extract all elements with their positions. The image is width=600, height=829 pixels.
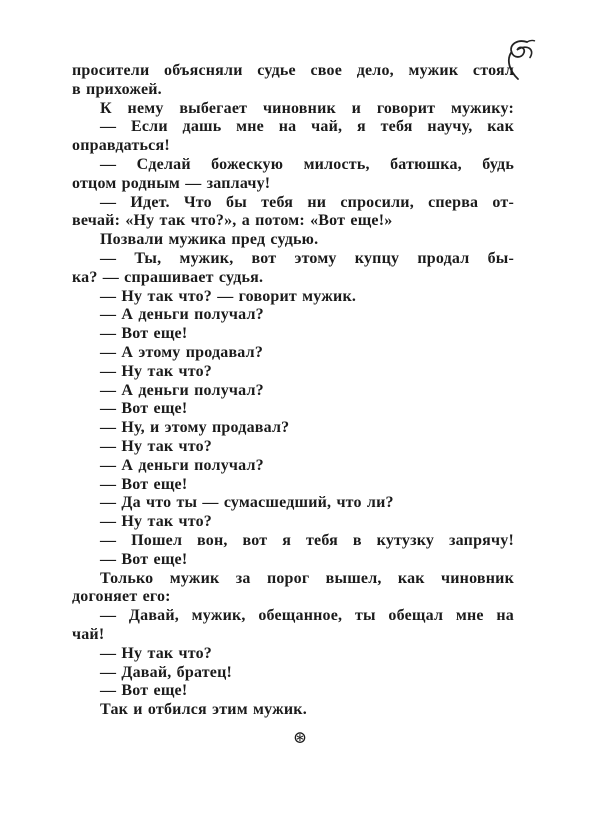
- text-line: — Ну так что?: [100, 437, 212, 455]
- text-line: в прихожей.: [72, 80, 162, 98]
- text-line: ка? — спрашивает судья.: [72, 268, 264, 286]
- text-line: — Если дашь мне на чай, я тебя научу, как: [100, 118, 514, 136]
- text-line: — Ну так что?: [100, 513, 212, 531]
- text-line: — А этому продавал?: [100, 343, 264, 361]
- text-line: — Вот еще!: [100, 400, 188, 418]
- text-line: — А деньги получал?: [100, 381, 264, 399]
- text-line: — Вот еще!: [100, 475, 188, 493]
- text-block: [72, 62, 514, 720]
- text-line: — Идет. Что бы тебя ни спросили, сперва от-: [100, 193, 514, 211]
- text-line: чай!: [72, 625, 105, 643]
- text-line: — Ну так что?: [100, 362, 212, 380]
- text-line: К нему выбегает чиновник и говорит мужику:: [100, 99, 514, 117]
- text-line: Так и отбился этим мужик.: [100, 701, 307, 719]
- text-line: — Пошел вон, вот я тебя в кутузку запрячу!: [100, 531, 514, 549]
- text-line: — Ну, и этому продавал?: [100, 419, 290, 437]
- text-line: вечай: «Ну так что?», а потом: «Вот еще!»: [72, 212, 393, 230]
- text-line: — А деньги получал?: [100, 306, 264, 324]
- text-line: просители объясняли судье свое дело, мужик стоял: [72, 62, 514, 79]
- text-line: — Вот еще!: [100, 682, 188, 700]
- text-line: — А деньги получал?: [100, 456, 264, 474]
- text-line: догоняет его:: [72, 588, 171, 606]
- text-line: — Ты, мужик, вот этому купцу продал бы-: [100, 249, 514, 267]
- text-line: — Вот еще!: [100, 325, 188, 343]
- text-line: — Сделай божескую милость, батюшка, будь: [100, 155, 514, 173]
- text-line: — Вот еще!: [100, 550, 188, 568]
- text-line: отцом родным — заплачу!: [72, 174, 271, 192]
- text-line: — Ну так что?: [100, 644, 212, 662]
- text-line: Позвали мужика пред судью.: [100, 231, 319, 249]
- text-line: — Давай, мужик, обещанное, ты обещал мне на: [100, 607, 514, 625]
- text-line: оправдаться!: [72, 137, 170, 155]
- end-mark-icon: ⊛: [292, 728, 308, 747]
- text-line: Только мужик за порог вышел, как чиновник: [100, 569, 514, 587]
- text-line: — Да что ты — сумасшедший, что ли?: [100, 494, 394, 512]
- text-line: — Давай, братец!: [100, 663, 233, 681]
- text-line: — Ну так что? — говорит мужик.: [100, 287, 357, 305]
